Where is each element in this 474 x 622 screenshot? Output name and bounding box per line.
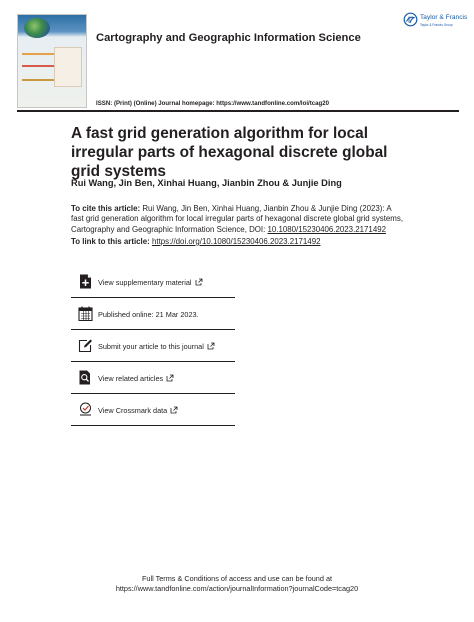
view-crossmark-link[interactable] [71,394,235,426]
action-label: View supplementary material [98,278,203,287]
issn-homepage-line[interactable]: ISSN: (Print) (Online) Journal homepage: https://www.tandfonline.com/loi/tcag20 [96,100,330,107]
action-label: View related articles [98,374,174,383]
terms-footer [0,574,474,594]
view-supplementary-material-link[interactable] [71,266,235,298]
article-title: A fast grid generation algorithm for local irregular parts of hexagonal discrete global grid systems [71,125,388,180]
article-authors: Rui Wang, Jin Ben, Xinhai Huang, Jianbin Zhou & Junjie Ding [71,178,342,188]
footer-url-link[interactable]: https://www.tandfonline.com/action/journalInformation?journalCode=tcag20 [115,584,359,593]
article-doi-url-link[interactable]: https://doi.org/10.1080/15230406.2023.2171492 [151,237,321,246]
citation-text: Rui Wang, Jin Ben, Xinhai Huang, Jianbin Zhou & Junjie Ding (2023): A fast grid generation algorithm for local irregular parts of hexagonal discrete global grid systems, Cartography and Geographic Information Science, DOI: [71,204,404,234]
citation-block [71,204,405,235]
external-link-icon [170,406,178,414]
published-online-date [71,298,235,330]
citation-doi-link[interactable]: 10.1080/15230406.2023.2171492 [267,224,386,234]
calendar-icon [78,306,93,321]
publisher-tagline: Taylor & Francis Group [420,23,453,27]
header-divider [17,110,459,112]
external-link-icon [207,342,215,350]
submit-article-link[interactable] [71,330,235,362]
article-actions-list [71,266,235,426]
citation-label: To cite this article: [71,204,141,213]
footer-text: Full Terms & Conditions of access and use can be found at [141,574,333,583]
cover-globe [24,18,50,38]
journal-cover-image[interactable] [17,14,87,108]
external-link-icon [195,278,203,286]
search-document-icon [78,370,93,385]
action-label: Published online: 21 Mar 2023. [98,310,199,319]
crossmark-icon [78,402,93,417]
edit-icon [78,338,93,353]
publisher-logo[interactable] [403,12,468,30]
plus-document-icon [78,274,93,289]
external-link-icon [166,374,174,382]
publisher-name: Taylor & Francis [420,14,468,21]
taylor-francis-logo-icon [403,12,418,27]
action-label: View Crossmark data [98,406,178,415]
article-link-line [71,237,320,246]
cover-map-panel [54,47,82,87]
link-label: To link to this article: [71,237,150,246]
view-related-articles-link[interactable] [71,362,235,394]
journal-title[interactable]: Cartography and Geographic Information Science [96,32,361,44]
action-label: Submit your article to this journal [98,342,215,351]
